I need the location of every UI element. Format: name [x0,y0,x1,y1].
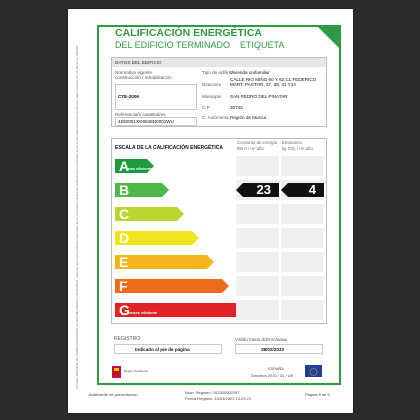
energy-bar-shape [115,255,214,269]
building-type-label: Tipo de edificio [202,70,233,75]
validity-value: 28/02/2033 [261,347,284,352]
registry-date: Fecha Registro: 10/03/2023 13:23:21 [185,396,252,401]
header-subtitle [115,40,284,50]
energy-bar-c [115,207,184,221]
energy-bar-f [115,279,229,293]
less-efficient-note: menos eficiente [127,310,158,315]
building-type-value: Vivienda unifamiliar [230,70,270,75]
registry-label: REGISTRO [114,336,141,342]
address-value: CALLE RIO MIÑO 60 Y 62,CL FEDERICO MART. PASTOR, 37, 39, 41 Y43 [230,77,317,88]
cadastral-value: 4592001XG9849N0001WU [118,119,174,124]
energy-bar-letter: D [119,230,130,246]
energy-bar-a [115,159,154,173]
consumption-cell-e [236,252,279,272]
building-data-box [111,57,327,127]
validity-label: Válido hasta dd/mm/aaaa [235,337,288,342]
postal-code-label: C.P. [202,105,211,110]
regulation-label: Normativa vigente [115,70,153,75]
energy-bar-e [115,255,214,269]
building-data-title: DATOS DEL EDIFICIO [115,60,162,65]
energy-bar-shape [115,279,229,293]
more-efficient-note: más eficiente [127,166,153,171]
scale-title: ESCALA DE LA CALIFICACIÓN ENERGÉTICA [115,145,223,151]
justifier-label: Justificante de presentación [88,392,138,397]
murcia-logo [112,364,146,380]
sidebar-signature-note: Firmado: SERVICIO DE FIRMA COMUNIDAD AUTONOMA REGION DE MURCIA - Esta es una copia auténtica imprimible de un documento electrónico administrativo archivado por la Comunidad Autónoma de Murcia, según artículo 27.3.c) de la Ley 39/2015 [75,45,79,389]
page-number: Página 5 de 5 [305,392,330,397]
consumption-cell-f [236,276,279,296]
header-subtitle-text: DEL EDIFICIO TERMINADO [115,40,231,50]
energy-bar-letter: F [119,278,128,294]
emissions-rating-value: 4 [308,182,316,197]
rating-arrow-shape [281,183,324,197]
directive-label: Directiva 2010 / 31 / UE [251,373,294,378]
emissions-cell-d [281,228,324,248]
header-etiqueta: ETIQUETA [240,40,285,50]
registry-value: Indicado al pie de página [135,347,190,352]
energy-bar-letter: C [119,206,130,222]
regulation-sublabel: construcción / rehabilitación [115,75,172,80]
eu-flag-icon [305,365,322,377]
energy-bar-letter: A [119,158,130,174]
emissions-cell-c [281,204,324,224]
municipality-value: SAN PEDRO DEL PINATAR [230,94,288,99]
murcia-label: Región de Murcia [124,369,148,373]
corner-triangle [318,27,339,48]
consumption-cell-c [236,204,279,224]
emissions-cell-g [281,300,324,320]
address-label: Dirección [202,82,222,87]
region-label: C. Autónoma [202,115,229,120]
registry-number: Núm. Registro: 202300002297 [185,390,240,395]
energy-bar-letter: E [119,254,129,270]
consumption-rating-value: 23 [256,182,271,197]
consumption-cell-a [236,156,279,176]
consumption-cell-g [236,300,279,320]
emissions-cell-a [281,156,324,176]
energy-bar-letter: B [119,182,130,198]
emissions-cell-e [281,252,324,272]
consumption-cell-d [236,228,279,248]
emissions-header: Emisiones [282,140,302,145]
emissions-cell-f [281,276,324,296]
emissions-unit: kg CO₂ / m² año [282,146,313,151]
energy-bar-b [115,183,169,197]
cadastral-label: Referencia/s catastral/es [115,112,166,117]
region-value: Región de Murcia [230,115,267,120]
municipality-label: Municipio [202,94,222,99]
country-label: ESPAÑA [268,366,284,371]
emissions-rating-arrow [281,183,324,197]
registry-box [111,334,327,362]
header-title: CALIFICACIÓN ENERGÉTICA [115,27,262,39]
energy-scale-box [111,138,327,324]
consumption-unit: kW h / m² año [237,146,264,151]
eu-stars-icon [305,366,322,378]
consumption-rating-arrow [236,183,279,197]
energy-bar-letter: G [119,302,130,318]
consumption-header: Consumo de energía [237,140,278,145]
energy-bar-g [115,303,244,317]
energy-bar-d [115,231,199,245]
regulation-value: CTE-2006 [118,94,139,99]
postal-code-value: 30740 [230,105,243,110]
